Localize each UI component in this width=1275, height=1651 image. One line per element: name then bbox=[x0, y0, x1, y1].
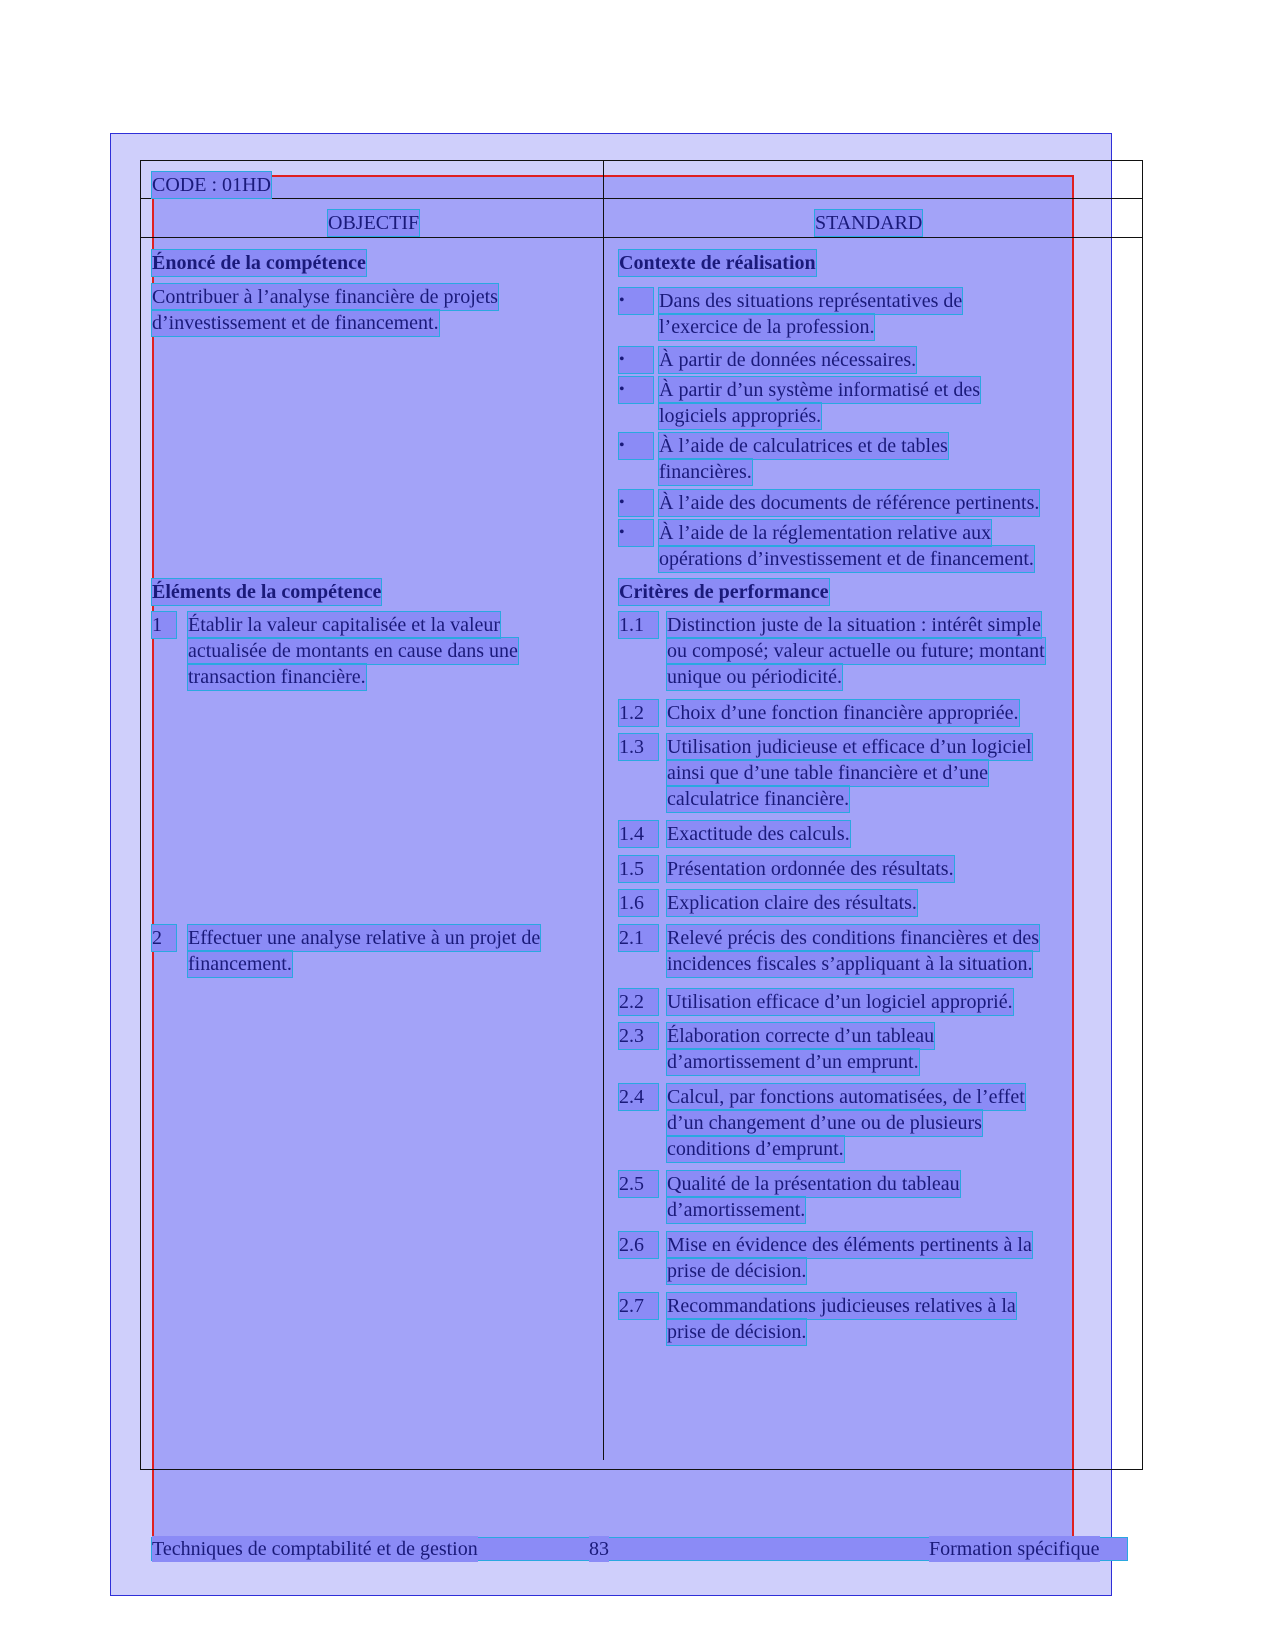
critere-line: Explication claire des résultats. bbox=[667, 892, 917, 914]
critere-line: Calcul, par fonctions automatisées, de l’effet bbox=[667, 1086, 1025, 1108]
critere-item bbox=[667, 700, 1019, 726]
elements-title: Éléments de la compétence bbox=[152, 581, 382, 603]
contexte-line: logiciels appropriés. bbox=[659, 405, 822, 427]
critere-item bbox=[667, 1232, 1032, 1284]
contexte-title: Contexte de réalisation bbox=[619, 252, 816, 274]
critere-line: conditions d’emprunt. bbox=[667, 1138, 844, 1160]
critere-line: prise de décision. bbox=[667, 1260, 807, 1282]
contexte-line: À partir d’un système informatisé et des bbox=[659, 379, 981, 401]
objectif-header: OBJECTIF bbox=[328, 212, 420, 234]
contexte-item bbox=[659, 433, 948, 485]
contexte-item bbox=[659, 490, 1039, 516]
element-line: transaction financière. bbox=[188, 666, 366, 688]
critere-item bbox=[667, 734, 1032, 812]
critere-item bbox=[667, 925, 1039, 977]
contexte-item bbox=[659, 377, 980, 429]
critere-item bbox=[667, 1293, 1016, 1345]
critere-number: 1.4 bbox=[619, 821, 658, 847]
bullet-icon: • bbox=[619, 288, 653, 314]
critere-number: 2.5 bbox=[619, 1171, 658, 1197]
critere-number: 1.3 bbox=[619, 734, 658, 760]
critere-line: ou composé; valeur actuelle ou future; montant bbox=[667, 640, 1045, 662]
table-column-divider bbox=[603, 160, 604, 1460]
critere-line: Qualité de la présentation du tableau bbox=[667, 1173, 960, 1195]
element-number: 2 bbox=[152, 925, 176, 951]
critere-item bbox=[667, 989, 1013, 1015]
element-item bbox=[188, 612, 518, 690]
enonce-text bbox=[152, 284, 498, 336]
contexte-line: À l’aide de calculatrices et de tables bbox=[659, 435, 948, 457]
enonce-line: Contribuer à l’analyse financière de projets bbox=[152, 286, 498, 308]
critere-item bbox=[667, 856, 954, 882]
critere-number: 1.6 bbox=[619, 890, 658, 916]
critere-item bbox=[667, 1084, 1025, 1162]
critere-number: 2.7 bbox=[619, 1293, 658, 1319]
bullet-icon: • bbox=[619, 520, 653, 546]
contexte-item bbox=[659, 288, 962, 340]
critere-number: 2.4 bbox=[619, 1084, 658, 1110]
enonce-line: d’investissement et de financement. bbox=[152, 312, 439, 334]
critere-item bbox=[667, 821, 850, 847]
contexte-line: opérations d’investissement et de financement. bbox=[659, 548, 1034, 570]
enonce-title: Énoncé de la compétence bbox=[152, 252, 366, 274]
element-line: Établir la valeur capitalisée et la valeur bbox=[188, 614, 501, 636]
code-label: CODE : 01HD bbox=[152, 174, 271, 196]
critere-line: Présentation ordonnée des résultats. bbox=[667, 858, 954, 880]
critere-number: 2.2 bbox=[619, 989, 658, 1015]
standard-header: STANDARD bbox=[815, 212, 923, 234]
bullet-icon: • bbox=[619, 433, 653, 459]
element-number: 1 bbox=[152, 612, 176, 638]
contexte-item bbox=[659, 347, 916, 373]
critere-item bbox=[667, 1171, 960, 1223]
footer-program: Techniques de comptabilité et de gestion bbox=[152, 1538, 478, 1560]
footer-formation: Formation spécifique bbox=[929, 1538, 1100, 1560]
contexte-line: l’exercice de la profession. bbox=[659, 316, 875, 338]
bullet-icon: • bbox=[619, 490, 653, 516]
bullet-icon: • bbox=[619, 347, 653, 373]
critere-line: d’amortissement. bbox=[667, 1199, 806, 1221]
element-item bbox=[188, 925, 540, 977]
critere-number: 2.3 bbox=[619, 1023, 658, 1049]
critere-line: d’amortissement d’un emprunt. bbox=[667, 1051, 919, 1073]
table-divider-header bbox=[140, 198, 1143, 199]
bullet-icon: • bbox=[619, 377, 653, 403]
critere-item bbox=[667, 612, 1045, 690]
criteres-title: Critères de performance bbox=[619, 581, 829, 603]
critere-line: Exactitude des calculs. bbox=[667, 823, 850, 845]
element-line: financement. bbox=[188, 953, 292, 975]
critere-line: Relevé précis des conditions financières et des bbox=[667, 927, 1040, 949]
critere-line: Utilisation judicieuse et efficace d’un logiciel bbox=[667, 736, 1032, 758]
critere-line: Choix d’une fonction financière appropriée. bbox=[667, 702, 1019, 724]
critere-line: Utilisation efficace d’un logiciel approprié. bbox=[667, 991, 1013, 1013]
critere-number: 2.6 bbox=[619, 1232, 658, 1258]
critere-line: ainsi que d’une table financière et d’une bbox=[667, 762, 988, 784]
footer-page-number: 83 bbox=[589, 1538, 609, 1560]
contexte-line: Dans des situations représentatives de bbox=[659, 290, 963, 312]
critere-line: unique ou périodicité. bbox=[667, 666, 842, 688]
critere-line: Mise en évidence des éléments pertinents à la bbox=[667, 1234, 1032, 1256]
critere-line: Recommandations judicieuses relatives à la bbox=[667, 1295, 1016, 1317]
contexte-line: À l’aide de la réglementation relative aux bbox=[659, 522, 992, 544]
table-divider-subheader bbox=[140, 237, 1143, 238]
critere-number: 1.2 bbox=[619, 700, 658, 726]
contexte-line: À l’aide des documents de référence pertinents. bbox=[659, 492, 1040, 514]
element-line: actualisée de montants en cause dans une bbox=[188, 640, 518, 662]
critere-number: 2.1 bbox=[619, 925, 658, 951]
critere-number: 1.1 bbox=[619, 612, 658, 638]
contexte-line: À partir de données nécessaires. bbox=[659, 349, 917, 371]
contexte-item bbox=[659, 520, 1034, 572]
critere-line: d’un changement d’une ou de plusieurs bbox=[667, 1112, 982, 1134]
contexte-line: financières. bbox=[659, 461, 752, 483]
critere-line: prise de décision. bbox=[667, 1321, 807, 1343]
critere-number: 1.5 bbox=[619, 856, 658, 882]
element-line: Effectuer une analyse relative à un projet de bbox=[188, 927, 541, 949]
critere-item bbox=[667, 890, 917, 916]
critere-line: incidences fiscales s’appliquant à la situation. bbox=[667, 953, 1033, 975]
critere-line: Distinction juste de la situation : intérêt simple bbox=[667, 614, 1041, 636]
critere-line: Élaboration correcte d’un tableau bbox=[667, 1025, 935, 1047]
critere-line: calculatrice financière. bbox=[667, 788, 850, 810]
critere-item bbox=[667, 1023, 934, 1075]
